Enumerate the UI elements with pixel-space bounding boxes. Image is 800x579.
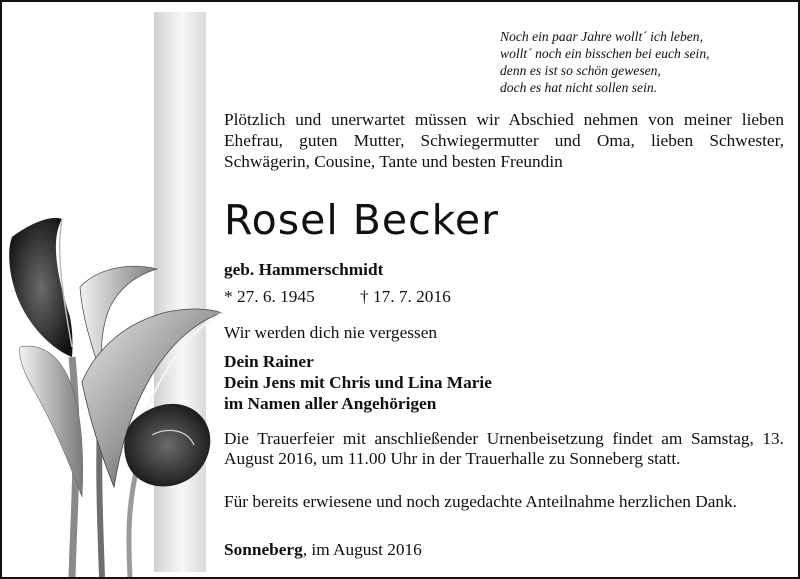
calla-lily-icon [2, 207, 232, 577]
poem-line: doch es hat nicht sollen sein. [500, 80, 658, 95]
thanks-text: Für bereits erwiesene und noch zugedachte Anteilnahme herzlichen Dank. [224, 492, 737, 511]
place-date [224, 540, 422, 560]
death-date: † 17. 7. 2016 [360, 287, 451, 306]
poem-line: wollt´ noch ein bisschen bei euch sein, [500, 46, 710, 61]
poem [500, 28, 790, 96]
funeral-info: Die Trauerfeier mit anschließender Urnenbeisetzung findet am Samstag, 13. August 2016, um 11.00 Uhr in der Trauerhalle zu Sonneberg statt. [224, 429, 784, 468]
family-line: Dein Rainer [224, 352, 314, 371]
poem-line: Noch ein paar Jahre wollt´ ich leben, [500, 29, 703, 44]
place-date-text: , im August 2016 [302, 540, 422, 559]
birth-date: * 27. 6. 1945 [224, 287, 315, 306]
intro-text: Plötzlich und unerwartet müssen wir Abschied nehmen von meiner lieben Ehefrau, guten Mutter, Schwiegermutter und Oma, lieben Schwester, Schwägerin, Cousine, Tante und besten Freundin [224, 110, 784, 171]
family-signatures [224, 351, 492, 414]
deceased-name: Rosel Becker [224, 196, 499, 244]
family-line: im Namen aller Angehörigen [224, 394, 437, 413]
family-line: Dein Jens mit Chris und Lina Marie [224, 373, 492, 392]
life-dates [224, 287, 451, 307]
birth-name: geb. Hammerschmidt [224, 260, 384, 279]
mourn-line: Wir werden dich nie vergessen [224, 323, 438, 342]
place-city: Sonneberg [224, 540, 303, 559]
poem-line: denn es ist so schön gewesen, [500, 63, 661, 78]
